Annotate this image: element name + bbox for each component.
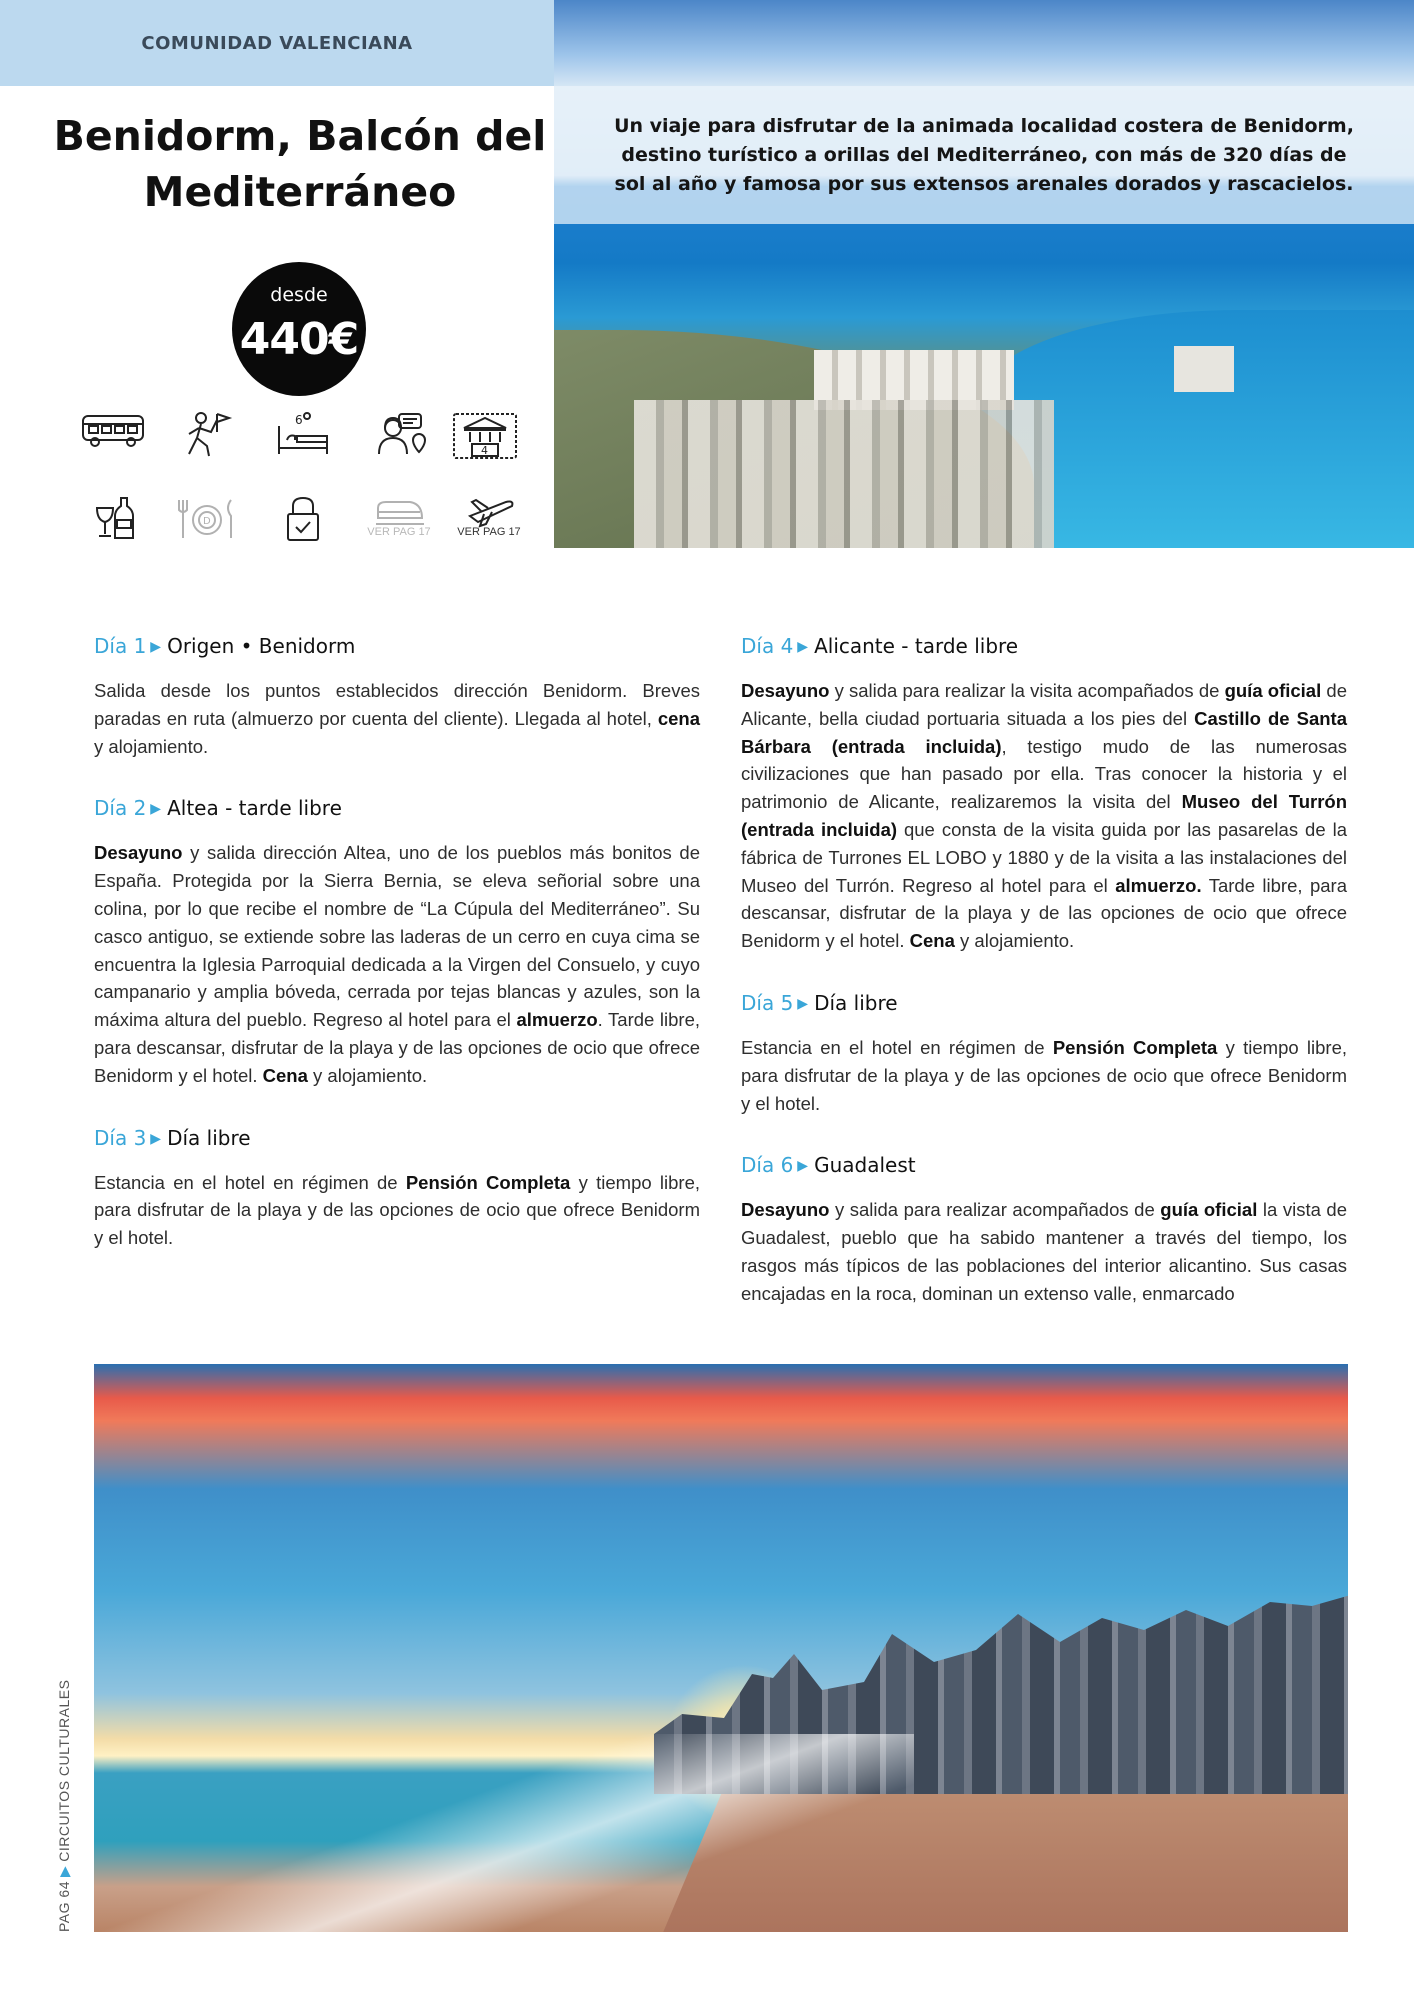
excursion-guide-icon: [170, 410, 244, 468]
day-5-text: Estancia en el hotel en régimen de Pensión Completa y tiempo libre, para disfrutar de la playa y de las opciones de ocio que ofrece Benidorm y el hotel.: [741, 1036, 1348, 1114]
wine-drinks-icon: [76, 494, 150, 552]
chevron-right-icon: ▶: [797, 1158, 809, 1175]
day-1-title: Origen • Benidorm: [167, 634, 356, 658]
day-4-number: Día 4: [741, 634, 794, 658]
page-number: PAG 64: [56, 1881, 72, 1932]
day-2-heading: [94, 794, 700, 825]
day-1-heading: [94, 632, 700, 663]
intro-text: Un viaje para disfrutar de la animada localidad costera de Benidorm, destino turístico a orillas del Mediterráneo, con más de 320 días de sol al año y famosa por sus extensos arenales dorados y rascacielos.: [614, 114, 1354, 195]
train-icon: [352, 494, 446, 552]
meal-plan-icon: [170, 494, 244, 552]
day-6-heading: [741, 1151, 1347, 1182]
chevron-right-icon: ▶: [56, 1865, 72, 1877]
price-badge: [232, 262, 366, 396]
day-6: [741, 1151, 1347, 1307]
chevron-right-icon: ▶: [797, 639, 809, 655]
day-4-text: Desayuno y salida para realizar la visita acompañados de guía oficial de Alicante, bella ciudad portuaria situada a los pies del Castillo de Santa Bárbara (entrada incluida), testigo mudo de las numerosas civilizaciones que han pasado por ella. Tras conocer la historia y el patrimonio de Alicante, realizaremos la visita del Museo del Turrón (entrada incluida) que consta de la visita guida por las pasarelas de la fábrica de Turrones EL LOBO y 1880 y de la visita a las instalaciones del Museo del Turrón. Regreso al hotel para el almuerzo. Tarde libre, para descansar, disfrutar de la playa y de las opciones de ocio que ofrece Benidorm y el hotel. Cena y alojamiento.: [741, 680, 1347, 952]
day-4-title: Alicante - tarde libre: [814, 634, 1019, 658]
day-3-heading: [94, 1124, 700, 1155]
day-5-number: Día 5: [741, 990, 794, 1015]
chevron-right-icon: ▶: [797, 995, 809, 1012]
nights-badge: 6: [295, 413, 303, 427]
tickets-badge: 4: [481, 444, 488, 457]
insurance-lock-icon: [266, 494, 340, 552]
day-6-number: Día 6: [741, 1153, 794, 1178]
day-5: [741, 989, 1347, 1117]
day-4: [741, 632, 1347, 955]
day-1-text: Salida desde los puntos establecidos dirección Benidorm. Breves paradas en ruta (almuerzo por cuenta del cliente). Llegada al hotel, cena y alojamiento.: [94, 680, 700, 757]
train-caption: VER PAG 17: [367, 526, 431, 538]
hero-photo-benidorm-coast: [554, 0, 1414, 548]
day-6-text: Desayuno y salida para realizar acompañados de guía oficial la vista de Guadalest, pueblo que ha sabido mantener a través del tiempo, los rasgos más típicos de las poblaciones del interior alicantino. Sus casas encajadas en la roca, dominan un extenso valle, enmarcado: [741, 1199, 1347, 1304]
day-2-title: Altea - tarde libre: [167, 796, 342, 821]
day-2: [94, 794, 700, 1089]
itinerary-right-column: [741, 632, 1347, 1308]
plane-icon: [442, 494, 536, 552]
chevron-right-icon: ▶: [150, 639, 162, 655]
day-3-number: Día 3: [94, 1125, 147, 1150]
day-2-number: Día 2: [94, 796, 147, 821]
day-6-title: Guadalest: [814, 1153, 916, 1178]
day-2-text: Desayuno y salida dirección Altea, uno de los pueblos más bonitos de España. Protegida por la Sierra Bernia, se eleva señorial sobre una colina, por lo que recibe el nombre de “La Cúpula del Mediterráneo”. Su casco antiguo, se extiende sobre las laderas de un cerro en cuya cima se encuentra la Iglesia Parroquial dedicada a la Virgen del Consuelo, y cuyo campanario y amplia bóveda, cerrada por tejas blancas y azules, son la máxima altura del pueblo. Regreso al hotel para el almuerzo. Tarde libre, para descansar, disfrutar de la playa y de las opciones de ocio que ofrece Benidorm y el hotel. Cena y alojamiento.: [94, 842, 700, 1086]
section-name: CIRCUITOS CULTURALES: [56, 1679, 72, 1862]
price-label: desde: [270, 284, 328, 306]
region-banner: [0, 0, 554, 86]
page-footer-label: [56, 1680, 73, 1932]
day-1: [94, 632, 700, 760]
chevron-right-icon: ▶: [150, 1130, 162, 1147]
day-4-heading: [741, 632, 1347, 663]
local-guide-icon: [362, 410, 436, 468]
monument-tickets-icon: [448, 410, 522, 468]
day-3-title: Día libre: [167, 1125, 251, 1150]
chevron-right-icon: ▶: [150, 801, 162, 818]
region-label: COMUNIDAD VALENCIANA: [141, 32, 413, 54]
page-title: Benidorm, Balcón del Mediterráneo: [53, 112, 547, 216]
itinerary-left-column: [94, 632, 700, 1252]
day-3: [94, 1124, 700, 1252]
day-3-text: Estancia en el hotel en régimen de Pensión Completa y tiempo libre, para disfrutar de la playa y de las opciones de ocio que ofrece Benidorm y el hotel.: [94, 1171, 701, 1249]
price-amount: 440€: [239, 314, 359, 365]
day-5-title: Día libre: [814, 990, 898, 1015]
sunset-beach-photo: [94, 1364, 1348, 1932]
hotel-bed-icon: [266, 410, 340, 468]
services-icons: [76, 410, 526, 550]
bus-icon: [76, 410, 150, 468]
plane-caption: VER PAG 17: [457, 526, 521, 538]
intro-caption: [554, 86, 1414, 224]
day-1-number: Día 1: [94, 634, 147, 658]
svg-text:D: D: [203, 516, 211, 527]
day-5-heading: [741, 989, 1347, 1020]
